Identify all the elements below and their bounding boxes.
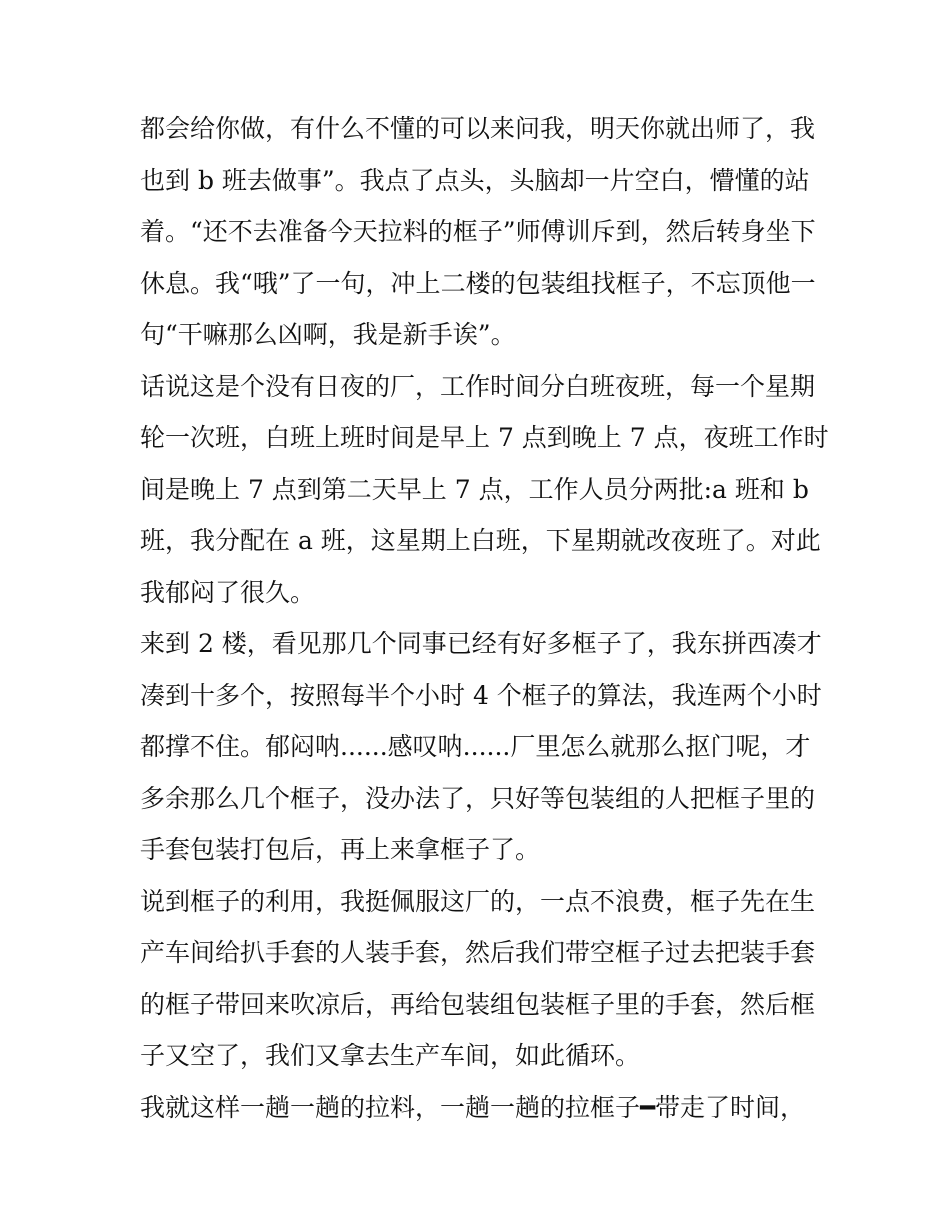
text-line: 手套包装打包后，再上来拿框子了。: [140, 835, 541, 864]
text-line: 我就这样一趟一趟的拉料，一趟一趟的拉框子━带走了时间，: [140, 1092, 806, 1122]
text-line: 也到 b 班去做事”。我点了点头，头脑却一片空白，懵懂的站: [140, 165, 810, 195]
paragraph-3: [140, 618, 820, 876]
document-body: [140, 103, 829, 1133]
text-line: 产车间给扒手套的人装手套，然后我们带空框子过去把装手套: [140, 938, 816, 967]
text-line: 休息。我“哦”了一句，冲上二楼的包装组找框子，不忘顶他一: [140, 268, 816, 298]
text-line: 来到 2 楼，看见那几个同事已经有好多框子了，我东拼西凑才: [140, 629, 822, 658]
text-line: 着。“还不去准备今天拉料的框子”师傅训斥到，然后转身坐下: [140, 217, 816, 246]
text-line: 话说这是个没有日夜的厂，工作时间分白班夜班，每一个星期: [140, 371, 816, 401]
text-line: 凑到十多个，按照每半个小时 4 个框子的算法，我连两个小时: [140, 680, 822, 710]
text-line: 我郁闷了很久。: [140, 577, 316, 607]
text-line: 句“干嘛那么凶啊，我是新手诶”。: [140, 320, 516, 349]
paragraph-5: [140, 1082, 820, 1134]
text-line: 都撑不住。郁闷呐......感叹呐......厂里怎么就那么抠门呢，才: [140, 732, 811, 761]
text-line: 的框子带回来吹凉后，再给包装组包装框子里的手套，然后框: [140, 989, 816, 1019]
text-line: 都会给你做，有什么不懂的可以来问我，明天你就出师了，我: [140, 114, 816, 143]
paragraph-2: [140, 361, 829, 619]
text-line: 子又空了，我们又拿去生产车间，如此循环。: [140, 1041, 641, 1070]
text-line: 间是晚上 7 点到第二天早上 7 点，工作人员分两批:a 班和 b: [140, 474, 809, 504]
text-line: 多余那么几个框子，没办法了，只好等包装组的人把框子里的: [140, 783, 816, 813]
paragraph-1: [140, 103, 820, 361]
text-line: 班，我分配在 a 班，这星期上白班，下星期就改夜班了。对此: [140, 526, 821, 555]
text-line: 轮一次班，白班上班时间是早上 7 点到晚上 7 点，夜班工作时: [140, 423, 829, 452]
paragraph-4: [140, 876, 820, 1082]
text-line: 说到框子的利用，我挺佩服这厂的，一点不浪费，框子先在生: [140, 886, 816, 916]
